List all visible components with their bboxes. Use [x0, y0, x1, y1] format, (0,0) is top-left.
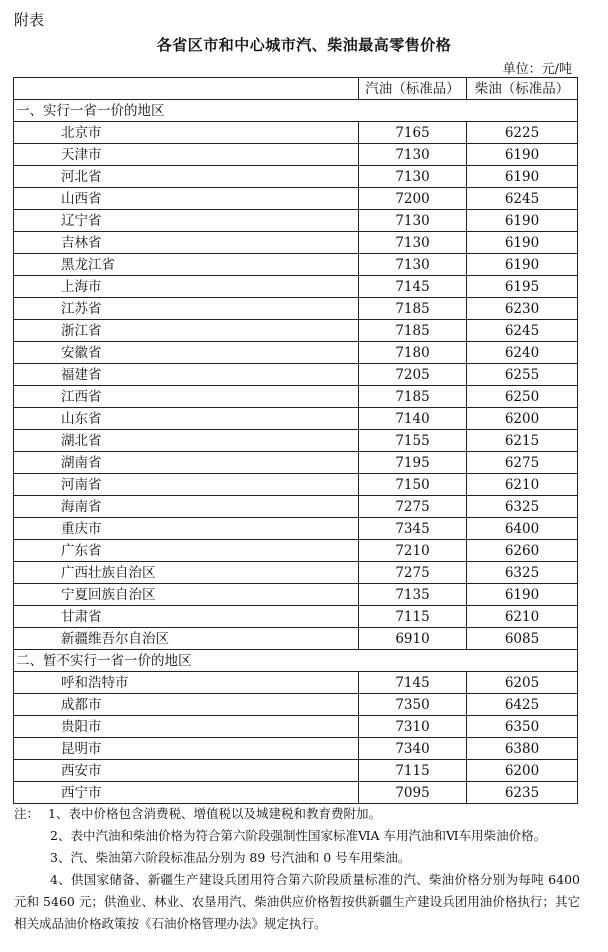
diesel-price: 6235	[467, 782, 578, 804]
region-cell: 黑龙江省	[14, 254, 359, 276]
region-cell: 上海市	[14, 276, 359, 298]
region-cell: 天津市	[14, 144, 359, 166]
table-row	[14, 386, 578, 408]
table-row	[14, 562, 578, 584]
gasoline-price: 7155	[359, 430, 467, 452]
gasoline-price: 7135	[359, 584, 467, 606]
region-cell: 山西省	[14, 188, 359, 210]
table-row	[14, 408, 578, 430]
section-label: 二、暂不实行一省一价的地区	[14, 650, 578, 672]
table-row	[14, 210, 578, 232]
diesel-price: 6210	[467, 474, 578, 496]
region-cell: 海南省	[14, 496, 359, 518]
diesel-price: 6190	[467, 232, 578, 254]
region-cell: 广东省	[14, 540, 359, 562]
diesel-price: 6190	[467, 210, 578, 232]
gasoline-price: 7195	[359, 452, 467, 474]
diesel-price: 6190	[467, 584, 578, 606]
region-cell: 江苏省	[14, 298, 359, 320]
table-row	[14, 188, 578, 210]
table-row	[14, 474, 578, 496]
diesel-price: 6260	[467, 540, 578, 562]
table-row	[14, 584, 578, 606]
diesel-price: 6215	[467, 430, 578, 452]
notes	[14, 803, 580, 935]
note-item: 2、表中汽油和柴油价格为符合第六阶段强制性国家标准ⅥA 车用汽油和Ⅵ车用柴油价格。	[50, 828, 547, 843]
region-cell: 湖南省	[14, 452, 359, 474]
table-row	[14, 628, 578, 650]
diesel-price: 6400	[467, 518, 578, 540]
note-text: 1、表中价格包含消费税、增值税以及城建税和教育费附加。	[48, 806, 381, 821]
table-row	[14, 606, 578, 628]
diesel-price: 6425	[467, 694, 578, 716]
region-cell: 宁夏回族自治区	[14, 584, 359, 606]
diesel-price: 6325	[467, 562, 578, 584]
diesel-price: 6245	[467, 320, 578, 342]
table-row	[14, 342, 578, 364]
gasoline-price: 7350	[359, 694, 467, 716]
region-cell: 广西壮族自治区	[14, 562, 359, 584]
region-cell: 江西省	[14, 386, 359, 408]
gasoline-price: 7180	[359, 342, 467, 364]
table-row	[14, 452, 578, 474]
gasoline-price: 6910	[359, 628, 467, 650]
gasoline-price: 7150	[359, 474, 467, 496]
gasoline-price: 7185	[359, 320, 467, 342]
gasoline-price: 7205	[359, 364, 467, 386]
table-row	[14, 298, 578, 320]
table-row	[14, 276, 578, 298]
header-region-cell	[14, 78, 359, 100]
price-table-body	[14, 78, 578, 804]
gasoline-price: 7130	[359, 210, 467, 232]
section-row	[14, 100, 578, 122]
gasoline-price: 7130	[359, 144, 467, 166]
diesel-price: 6350	[467, 716, 578, 738]
region-cell: 湖北省	[14, 430, 359, 452]
table-row	[14, 166, 578, 188]
table-row	[14, 430, 578, 452]
diesel-price: 6240	[467, 342, 578, 364]
gasoline-price: 7145	[359, 672, 467, 694]
diesel-price: 6230	[467, 298, 578, 320]
gasoline-price: 7185	[359, 386, 467, 408]
header-gasoline: 汽油（标准品）	[359, 78, 467, 100]
unit-label: 单位：元/吨	[502, 62, 572, 77]
gasoline-price: 7310	[359, 716, 467, 738]
diesel-price: 6380	[467, 738, 578, 760]
region-cell: 北京市	[14, 122, 359, 144]
region-cell: 吉林省	[14, 232, 359, 254]
diesel-price: 6200	[467, 760, 578, 782]
table-row	[14, 364, 578, 386]
gasoline-price: 7345	[359, 518, 467, 540]
region-cell: 贵阳市	[14, 716, 359, 738]
gasoline-price: 7165	[359, 122, 467, 144]
diesel-price: 6085	[467, 628, 578, 650]
table-row	[14, 760, 578, 782]
table-row	[14, 144, 578, 166]
diesel-price: 6195	[467, 276, 578, 298]
diesel-price: 6325	[467, 496, 578, 518]
header-diesel: 柴油（标准品）	[467, 78, 578, 100]
diesel-price: 6275	[467, 452, 578, 474]
gasoline-price: 7210	[359, 540, 467, 562]
region-cell: 福建省	[14, 364, 359, 386]
region-cell: 浙江省	[14, 320, 359, 342]
gasoline-price: 7130	[359, 166, 467, 188]
section-row	[14, 650, 578, 672]
table-header-row	[14, 78, 578, 100]
table-row	[14, 122, 578, 144]
diesel-price: 6225	[467, 122, 578, 144]
gasoline-price: 7115	[359, 606, 467, 628]
gasoline-price: 7200	[359, 188, 467, 210]
diesel-price: 6190	[467, 144, 578, 166]
region-cell: 河南省	[14, 474, 359, 496]
gasoline-price: 7130	[359, 232, 467, 254]
page-title: 各省区市和中心城市汽、柴油最高零售价格	[156, 36, 452, 54]
region-cell: 成都市	[14, 694, 359, 716]
table-row	[14, 738, 578, 760]
diesel-price: 6245	[467, 188, 578, 210]
region-cell: 新疆维吾尔自治区	[14, 628, 359, 650]
price-table	[13, 77, 578, 804]
region-cell: 安徽省	[14, 342, 359, 364]
region-cell: 河北省	[14, 166, 359, 188]
annex-label: 附表	[14, 11, 45, 29]
region-cell: 山东省	[14, 408, 359, 430]
table-row	[14, 320, 578, 342]
gasoline-price: 7095	[359, 782, 467, 804]
table-row	[14, 254, 578, 276]
gasoline-price: 7115	[359, 760, 467, 782]
region-cell: 西安市	[14, 760, 359, 782]
section-label: 一、实行一省一价的地区	[14, 100, 578, 122]
diesel-price: 6200	[467, 408, 578, 430]
notes-lead: 注：	[14, 806, 40, 821]
gasoline-price: 7275	[359, 562, 467, 584]
region-cell: 西宁市	[14, 782, 359, 804]
region-cell: 辽宁省	[14, 210, 359, 232]
gasoline-price: 7130	[359, 254, 467, 276]
table-row	[14, 540, 578, 562]
diesel-price: 6210	[467, 606, 578, 628]
diesel-price: 6255	[467, 364, 578, 386]
table-row	[14, 694, 578, 716]
table-row	[14, 672, 578, 694]
diesel-price: 6250	[467, 386, 578, 408]
diesel-price: 6205	[467, 672, 578, 694]
gasoline-price: 7145	[359, 276, 467, 298]
diesel-price: 6190	[467, 166, 578, 188]
region-cell: 呼和浩特市	[14, 672, 359, 694]
region-cell: 甘肃省	[14, 606, 359, 628]
note-item: 4、供国家储备、新疆生产建设兵团用符合第六阶段质量标准的汽、柴油价格分别为每吨 6400 元和 5460 元；供渔业、林业、农垦用汽、柴油供应价格暂按供新疆生产建设兵团用油价格执行；其它相关成品油价格政策按《石油价格管理办法》规定执行。	[14, 872, 580, 931]
note-item: 3、汽、柴油第六阶段标准品分别为 89 号汽油和 0 号车用柴油。	[50, 850, 411, 865]
table-row	[14, 782, 578, 804]
region-cell: 昆明市	[14, 738, 359, 760]
gasoline-price: 7185	[359, 298, 467, 320]
gasoline-price: 7275	[359, 496, 467, 518]
table-row	[14, 716, 578, 738]
table-row	[14, 518, 578, 540]
diesel-price: 6190	[467, 254, 578, 276]
region-cell: 重庆市	[14, 518, 359, 540]
gasoline-price: 7140	[359, 408, 467, 430]
table-row	[14, 496, 578, 518]
table-row	[14, 232, 578, 254]
note-item	[14, 803, 580, 825]
gasoline-price: 7340	[359, 738, 467, 760]
